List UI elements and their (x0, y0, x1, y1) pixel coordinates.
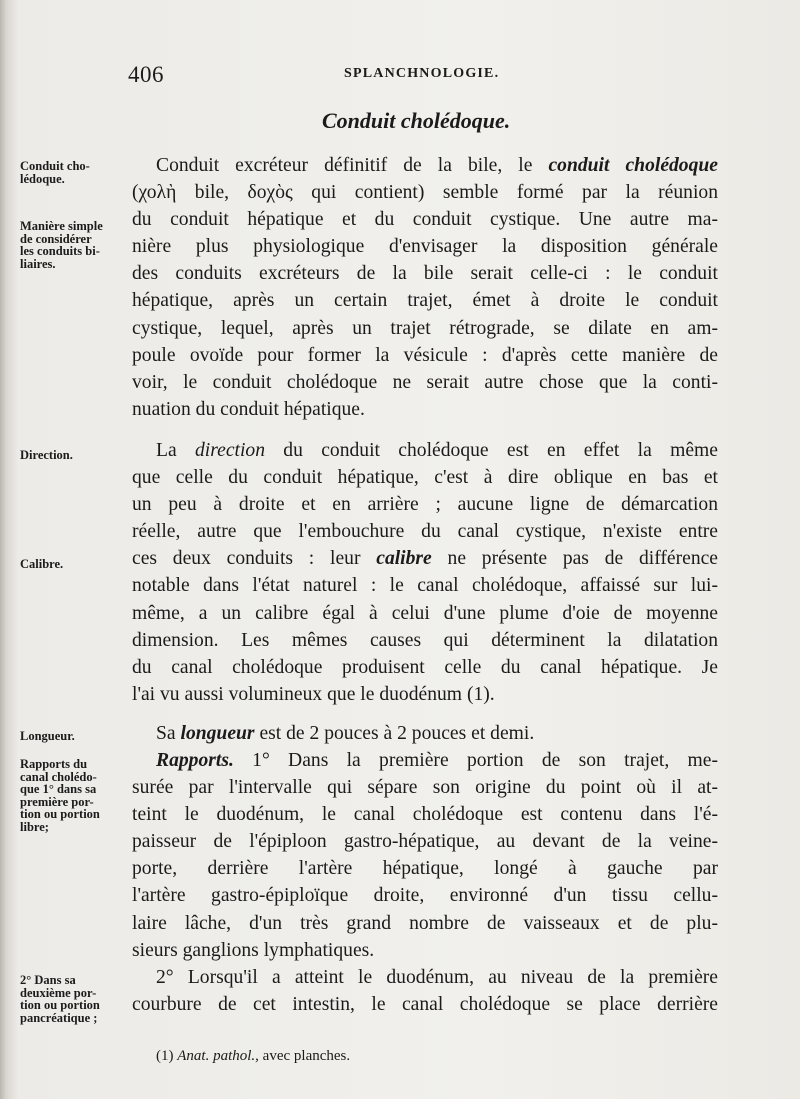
text-line: poule ovoïde pour former la vésicule : d'après cette manière de (132, 344, 718, 366)
text-line: teint le duodénum, le canal cholédoque est contenu dans l'é- (132, 804, 718, 826)
text-line: courbure de cet intestin, le canal cholédoque se place derrière (132, 994, 718, 1016)
text-line: voir, le conduit cholédoque ne serait autre chose que la conti- (132, 371, 718, 393)
text-line: nuation du conduit hépatique. (132, 398, 365, 420)
margin-note-rapports: Rapports du canal cholédo- que 1° dans sa première por- tion ou portion libre; (20, 757, 100, 834)
section-title: Conduit cholédoque. (322, 108, 511, 133)
text-line: (χολὴ bile, δοχὸς qui contient) semble formé par la réunion (132, 182, 718, 204)
margin-note-longueur: Longueur. (20, 729, 75, 743)
margin-note-conduit-choledoque: Conduit cho- lédoque. (20, 159, 90, 186)
text-line: Sa longueur est de 2 pouces à 2 pouces et demi. (156, 723, 535, 744)
text-line: notable dans l'état naturel : le canal cholédoque, affaissé sur lui- (132, 575, 718, 597)
text-line: La direction du conduit cholédoque est en effet la même (156, 440, 718, 461)
text-line: surée par l'intervalle qui sépare son origine du point où il at- (132, 777, 718, 799)
text-line: Conduit excréteur définitif de la bile, le conduit cholédoque (156, 155, 718, 176)
text-line: Rapports. 1° Dans la première portion de son trajet, me- (156, 750, 718, 771)
text-line: paisseur de l'épiploon gastro-hépatique, au devant de la veine- (132, 831, 718, 853)
paragraph-1 (132, 152, 718, 423)
text-line: sieurs ganglions lymphatiques. (132, 939, 375, 961)
paragraph-5 (132, 964, 718, 1018)
text-line: l'ai vu aussi volumineux que le duodénum (1). (132, 683, 495, 705)
text-line: ces deux conduits : leur calibre ne présente pas de différence (132, 548, 718, 570)
margin-note-maniere-simple: Manière simple de considérer les conduits bi- liaires. (20, 219, 103, 271)
text-line: dimension. Les mêmes causes qui déterminent la dilatation (132, 629, 718, 651)
text-line: des conduits excréteurs de la bile serait celle-ci : le conduit (132, 263, 718, 285)
page-number: 406 (128, 62, 164, 87)
text-line: un peu à droite et en arrière ; aucune ligne de démarcation (132, 494, 718, 516)
text-line: cystique, lequel, après un trajet rétrograde, se dilate en am- (132, 317, 718, 339)
paragraph-4 (132, 747, 718, 964)
text-line: laire lâche, d'un très grand nombre de vaisseaux et de plu- (132, 912, 718, 934)
text-line: que celle du conduit hépatique, c'est à dire oblique en bas et (132, 467, 718, 489)
text-line: du conduit hépatique et du conduit cystique. Une autre ma- (132, 209, 718, 231)
text-line: même, a un calibre égal à celui d'une plume d'oie de moyenne (132, 602, 718, 624)
paragraph-2 (132, 437, 718, 708)
margin-note-deuxieme-portion: 2° Dans sa deuxième por- tion ou portion pancréatique ; (20, 973, 100, 1025)
footnote: (1) Anat. pathol., avec planches. (156, 1048, 351, 1064)
margin-note-direction: Direction. (20, 448, 73, 462)
text-line: porte, derrière l'artère hépatique, longé à gauche par (132, 858, 718, 880)
text-line: réelle, autre que l'embouchure du canal cystique, n'existe entre (132, 521, 718, 543)
margin-note-calibre: Calibre. (20, 557, 64, 571)
text-line: du canal cholédoque produisent celle du canal hépatique. Je (132, 656, 718, 678)
text-line: l'artère gastro-épiploïque droite, environné d'un tissu cellu- (132, 885, 718, 907)
text-line: 2° Lorsqu'il a atteint le duodénum, au niveau de la première (156, 967, 718, 988)
paragraph-3 (132, 720, 718, 747)
text-line: hépatique, après un certain trajet, émet à droite le conduit (132, 290, 718, 312)
running-head: SPLANCHNOLOGIE. (344, 66, 500, 81)
text-line: nière plus physiologique d'envisager la disposition générale (132, 236, 718, 258)
